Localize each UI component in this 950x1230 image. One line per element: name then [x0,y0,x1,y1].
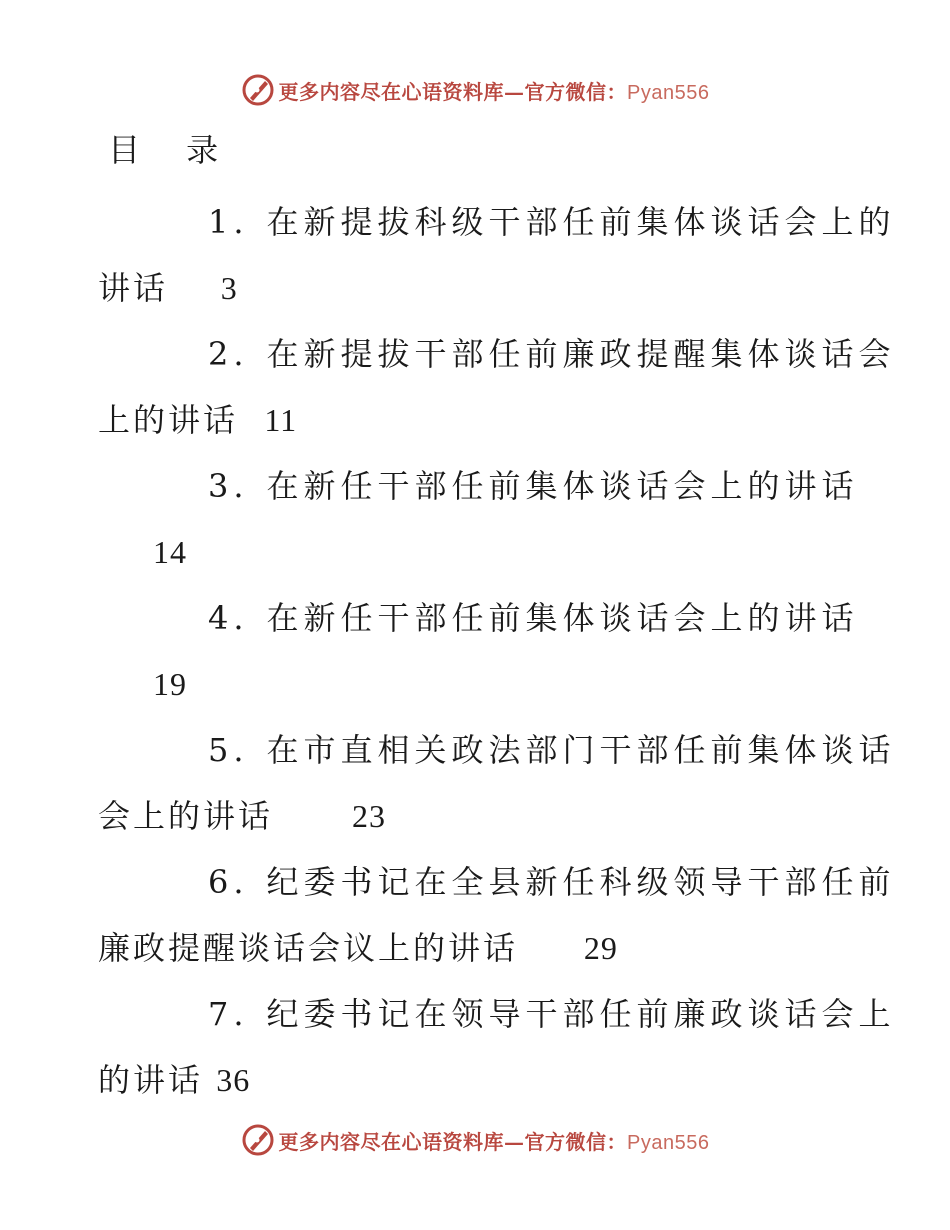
toc-entry [98,464,858,574]
entry-page: 3 [220,270,238,306]
entry-page: 14 [153,534,187,570]
entry-number: 1. [208,203,249,241]
entry-title: 在新任干部任前集体谈话会上的讲话 [266,467,859,505]
entry-title: 在新提拔干部任前廉政提醒集体谈话会 [266,335,896,373]
toc-entry [98,728,896,838]
entry-number: 2. [208,335,249,373]
entry-page: 11 [264,402,298,438]
toc-entry [98,200,896,310]
footer-banner [0,1120,950,1160]
entry-title-cont: 会上的讲话 [98,797,274,835]
toc-entry [98,596,858,706]
entry-title: 在新任干部任前集体谈话会上的讲话 [266,599,859,637]
entry-title-cont: 讲话 [98,269,169,307]
wechat-id: Pyan556 [627,81,710,104]
wechat-id: Pyan556 [627,1131,710,1154]
entry-title: 纪委书记在全县新任科级领导干部任前 [266,863,896,901]
entry-page: 23 [352,798,387,834]
banner-text: 更多内容尽在心语资料库—官方微信：Pyan556 [278,79,710,104]
pen-logo-icon [241,73,275,107]
entry-title-cont: 廉政提醒谈话会议上的讲话 [98,929,519,967]
entry-title-cont: 的讲话 [98,1061,204,1099]
entry-title-cont: 上的讲话 [98,401,239,439]
header-banner [0,70,950,110]
banner-text: 更多内容尽在心语资料库—官方微信：Pyan556 [278,1129,710,1154]
toc-entry [98,332,896,442]
entry-number: 4. [208,599,249,637]
toc-title: 目 录 [108,131,237,169]
entry-number: 6. [208,863,249,901]
entry-title: 在市直相关政法部门干部任前集体谈话 [266,731,896,769]
entry-page: 29 [583,930,618,966]
pen-logo-icon [241,1123,275,1157]
toc-entry [98,860,896,970]
entry-number: 7. [208,995,249,1033]
entry-title: 在新提拔科级干部任前集体谈话会上的 [266,203,896,241]
toc-entry [98,992,896,1102]
entry-page: 19 [153,666,187,702]
entry-number: 3. [208,467,249,505]
entry-title: 纪委书记在领导干部任前廉政谈话会上 [266,995,896,1033]
entry-number: 5. [208,731,249,769]
entry-page: 36 [216,1062,251,1098]
